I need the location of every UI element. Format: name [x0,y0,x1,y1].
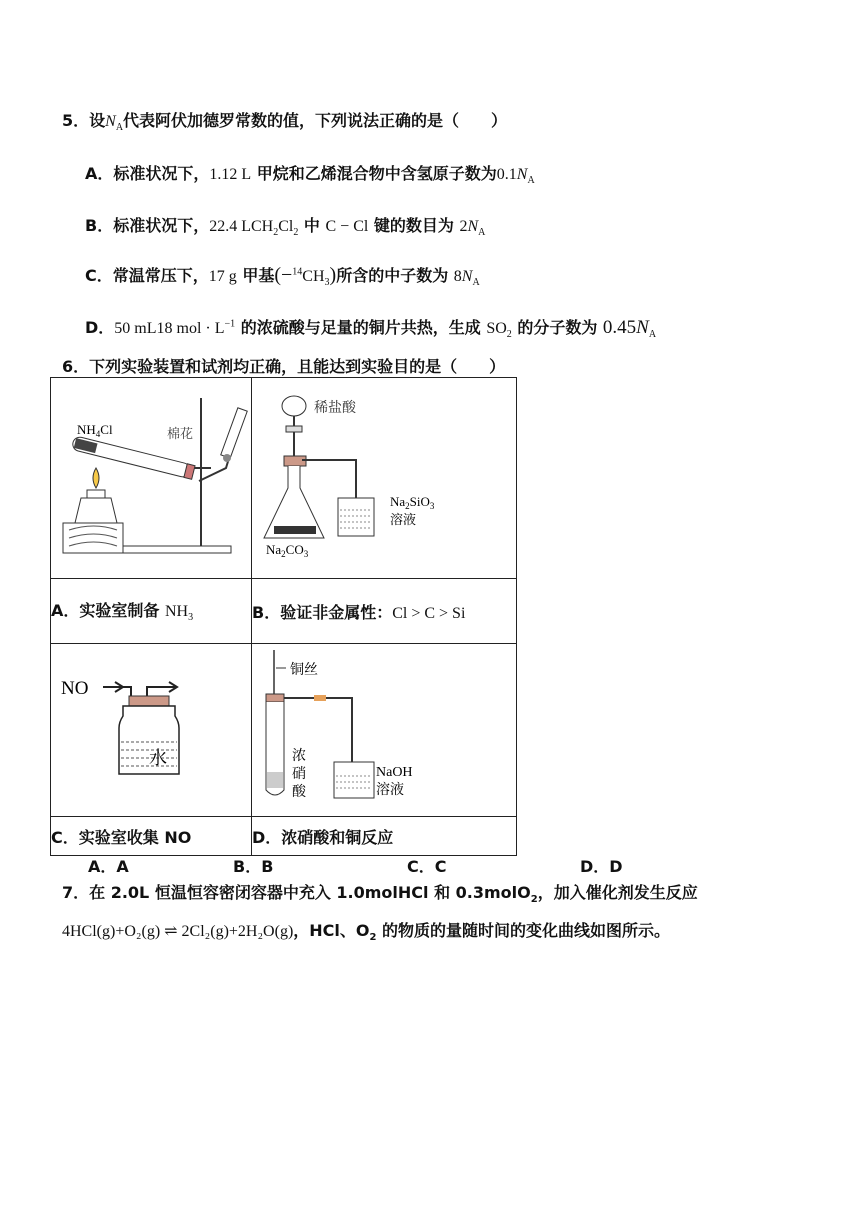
q5-option-a: A．标准状况下，1.12 L 甲烷和乙烯混合物中含氢原子数为$0.1N_A$ [85,164,535,187]
q6-apparatus-table [50,377,517,856]
label-dilute-hcl: 稀盐酸 [314,401,356,416]
choice-d[interactable]: D．D [580,857,623,876]
q7-equation: 4HCl(g)+O₂(g) ⇌ 2Cl₂(g)+2H₂O(g)，HCl、$O_2$ 的物质的量随时间的变化曲线如图所示。 [62,921,671,944]
figure-d-cu-hno3 [252,644,516,812]
caption-d: D．浓硝酸和铜反应 [252,817,517,856]
label-solution-b: 溶液 [390,512,417,527]
label-cotton: 棉花 [167,426,194,441]
caption-c: C．实验室收集 NO [51,817,252,856]
q5-option-c: C．常温常压下，17 g 甲基$(-^{14}CH_3)$所含的中子数为 $8N_A$ [85,264,480,289]
label-conc-1: 浓 [292,749,306,764]
figure-a-cell [51,378,252,579]
label-conc-3: 酸 [292,785,306,800]
figure-c-cell [51,644,252,817]
q5-stem: 5．设$N_A$代表阿伏加德罗常数的值，下列说法正确的是（ ） [62,111,508,134]
caption-a: A．实验室制备 $NH_3$ [51,579,252,644]
q6-stem: 6．下列实验装置和试剂均正确，且能达到实验目的是（ ） [62,357,506,376]
figure-a-nh3-setup [51,378,251,574]
label-copper-wire: 铜丝 [290,663,318,678]
label-naoh: NaOH [376,765,413,780]
figure-b-cell [252,378,517,579]
label-no: NO [61,678,89,699]
label-solution-d: 溶液 [376,783,404,798]
figure-c-collect-no [51,644,251,812]
q5-option-d: D．50 mL18 mol · $L^{-1}$ 的浓硫酸与足量的铜片共热，生成 $SO_2$ 的分子数为 $0.45N_A$ [85,317,657,341]
caption-b: B．验证非金属性：Cl > C > Si [252,579,517,644]
choice-b[interactable]: B．B [233,857,274,876]
figure-d-cell [252,644,517,817]
q5-option-b: B．标准状况下，22.4 $LCH_2Cl_2$ 中 C − Cl 键的数目为 $2N_A$ [85,216,486,239]
label-water: 水 [149,748,167,768]
choice-c[interactable]: C．C [407,857,447,876]
choice-a[interactable]: A．A [88,857,129,876]
label-nh4cl: $NH_4Cl$ [77,422,113,439]
label-na2sio3: $Na_2SiO_3$ [390,494,435,511]
label-na2co3: $Na_2CO_3$ [266,542,309,559]
figure-b-acidity-setup [252,378,516,574]
label-conc-2: 硝 [292,767,306,782]
q7-stem: 7．在 2.0L 恒温恒容密闭容器中充入 1.0molHCl 和 0.3molO$_2$，加入催化剂发生反应 [62,883,698,906]
